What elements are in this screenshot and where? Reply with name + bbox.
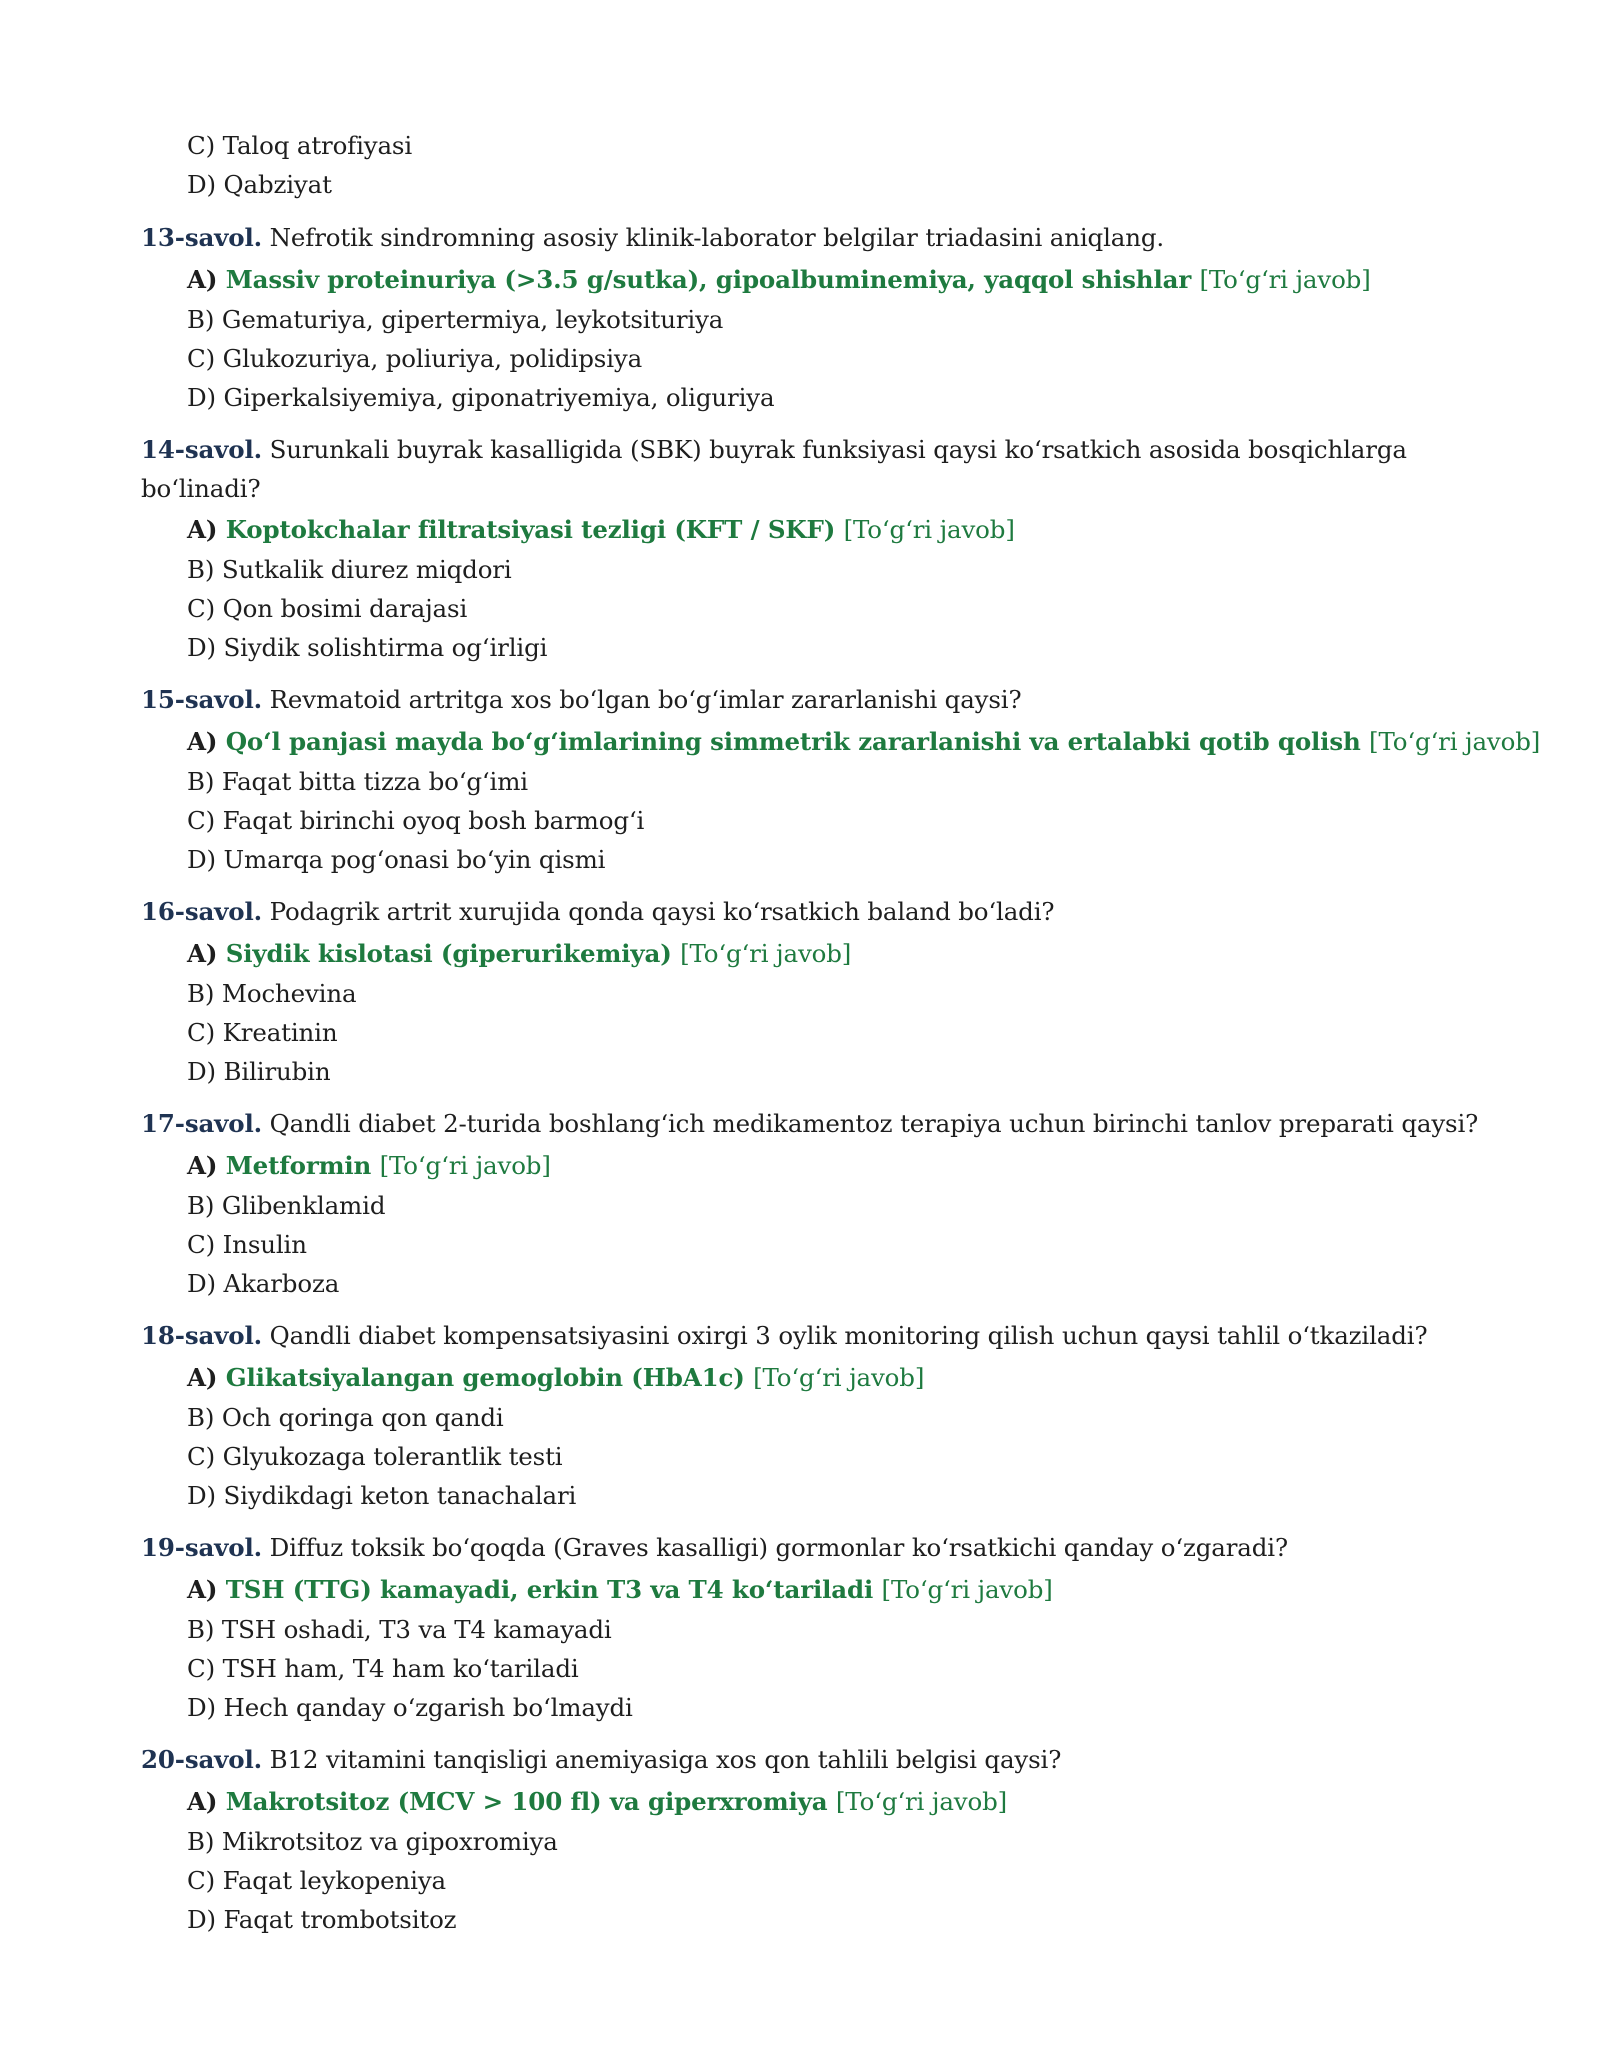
- option-letter: A): [187, 515, 218, 544]
- correct-answer-tag: [To‘g‘ri javob]: [753, 1363, 925, 1392]
- option-letter: A): [187, 727, 218, 756]
- option-text: Akarboza: [223, 1269, 340, 1298]
- option-row: [187, 383, 774, 413]
- question-number: 14-savol.: [141, 435, 262, 464]
- option-row: [187, 1615, 612, 1645]
- option-text: Siydik kislotasi (giperurikemiya): [225, 939, 672, 968]
- question-text: Revmatoid artritga xos bo‘lgan bo‘g‘imlar zararlanishi qaysi?: [269, 685, 1022, 714]
- correct-option: [187, 1151, 551, 1181]
- option-letter: C): [187, 1018, 216, 1047]
- question-number: 18-savol.: [141, 1321, 262, 1350]
- option-letter: A): [187, 1151, 218, 1180]
- option-letter: D): [187, 1057, 216, 1086]
- option-letter: B): [187, 979, 215, 1008]
- option-letter: C): [187, 1230, 216, 1259]
- option-row: [187, 344, 642, 374]
- question-number: 13-savol.: [141, 223, 262, 252]
- question-text: bo‘linadi?: [141, 474, 261, 503]
- question-15: [141, 685, 1021, 715]
- option-text: Massiv proteinuriya (>3.5 g/sutka), gipoalbuminemiya, yaqqol shishlar: [225, 265, 1192, 294]
- option-row: [187, 767, 528, 797]
- correct-option: [187, 1363, 924, 1393]
- question-text: Nefrotik sindromning asosiy klinik-laborator belgilar triadasini aniqlang.: [269, 223, 1165, 252]
- question-number: 15-savol.: [141, 685, 262, 714]
- question-17: [141, 1109, 1478, 1139]
- option-row: [187, 594, 467, 624]
- correct-option: [187, 515, 1015, 545]
- option-row: [187, 555, 512, 585]
- option-row: [187, 806, 644, 836]
- option-row: [187, 979, 356, 1009]
- option-letter: B): [187, 1827, 215, 1856]
- correct-answer-tag: [To‘g‘ri javob]: [379, 1151, 551, 1180]
- correct-answer-tag: [To‘g‘ri javob]: [835, 1787, 1008, 1816]
- question-number: 16-savol.: [141, 897, 262, 926]
- option-text: Faqat birinchi oyoq bosh barmog‘i: [222, 806, 645, 835]
- option-letter: B): [187, 555, 215, 584]
- option-letter: D): [187, 1481, 216, 1510]
- option-row: [187, 1018, 338, 1048]
- question-text: Qandli diabet 2-turida boshlang‘ich medikamentoz terapiya uchun birinchi tanlov preparati qaysi?: [269, 1109, 1479, 1138]
- option-text: Umarqa pog‘onasi bo‘yin qismi: [223, 845, 606, 874]
- question-text-continued: [141, 474, 260, 504]
- option-letter: A): [187, 1575, 218, 1604]
- option-text: Sutkalik diurez miqdori: [221, 555, 512, 584]
- option-text: Gematuriya, gipertermiya, leykotsituriya: [221, 305, 724, 334]
- option-text: Mikrotsitoz va gipoxromiya: [221, 1827, 558, 1856]
- option-letter: D): [187, 170, 216, 199]
- option-letter: D): [187, 383, 216, 412]
- question-14: [141, 435, 1407, 465]
- option-text: TSH (TTG) kamayadi, erkin T3 va T4 ko‘tariladi: [225, 1575, 874, 1604]
- question-number: 17-savol.: [141, 1109, 262, 1138]
- correct-option: [187, 1575, 1053, 1605]
- correct-option: [187, 1787, 1007, 1817]
- correct-option: [187, 939, 851, 969]
- option-row: [187, 1866, 446, 1896]
- option-text: Faqat leykopeniya: [222, 1866, 446, 1895]
- option-text: Giperkalsiyemiya, giponatriyemiya, oliguriya: [223, 383, 775, 412]
- option-text: TSH oshadi, T3 va T4 kamayadi: [221, 1615, 612, 1644]
- question-text: B12 vitamini tanqisligi anemiyasiga xos qon tahlili belgisi qaysi?: [269, 1745, 1062, 1774]
- option-text: Kreatinin: [222, 1018, 338, 1047]
- option-text: Mochevina: [221, 979, 357, 1008]
- option-row: [187, 1191, 385, 1221]
- option-row: [187, 1827, 558, 1857]
- question-13: [141, 223, 1164, 253]
- option-text: Qo‘l panjasi mayda bo‘g‘imlarining simmetrik zararlanishi va ertalabki qotib qolish: [225, 727, 1361, 756]
- option-row: [187, 1230, 307, 1260]
- correct-answer-tag: [To‘g‘ri javob]: [1369, 727, 1541, 756]
- option-letter: A): [187, 1787, 218, 1816]
- option-row: [187, 633, 547, 663]
- option-row: [187, 1654, 579, 1684]
- option-letter: D): [187, 633, 216, 662]
- option-text: Siydikdagi keton tanachalari: [223, 1481, 577, 1510]
- option-letter: C): [187, 806, 216, 835]
- question-text: Podagrik artrit xurujida qonda qaysi ko‘rsatkich baland bo‘ladi?: [269, 897, 1055, 926]
- option-text: Siydik solishtirma og‘irligi: [223, 633, 548, 662]
- option-row: [187, 1481, 576, 1511]
- option-text: Qabziyat: [223, 170, 332, 199]
- question-18: [141, 1321, 1427, 1351]
- option-row: [187, 845, 605, 875]
- option-letter: C): [187, 1654, 216, 1683]
- option-text: Glikatsiyalangan gemoglobin (HbA1c): [225, 1363, 745, 1392]
- option-text: Faqat bitta tizza bo‘g‘imi: [221, 767, 528, 796]
- option-letter: C): [187, 1442, 216, 1471]
- option-row: [187, 131, 412, 161]
- option-row: [187, 1057, 331, 1087]
- option-text: Insulin: [222, 1230, 307, 1259]
- option-letter: B): [187, 1403, 215, 1432]
- option-text: Glibenklamid: [221, 1191, 386, 1220]
- option-row: [187, 1442, 562, 1472]
- option-letter: D): [187, 845, 216, 874]
- option-letter: A): [187, 939, 218, 968]
- correct-answer-tag: [To‘g‘ri javob]: [1199, 265, 1371, 294]
- option-letter: C): [187, 131, 216, 160]
- option-letter: C): [187, 344, 216, 373]
- option-letter: D): [187, 1269, 216, 1298]
- question-text: Diffuz toksik bo‘qoqda (Graves kasalligi) gormonlar ko‘rsatkichi qanday o‘zgaradi?: [269, 1533, 1288, 1562]
- option-text: Koptokchalar filtratsiyasi tezligi (KFT / SKF): [225, 515, 836, 544]
- question-20: [141, 1745, 1061, 1775]
- question-text: Qandli diabet kompensatsiyasini oxirgi 3 oylik monitoring qilish uchun qaysi tahlil o‘tkaziladi?: [269, 1321, 1428, 1350]
- option-row: [187, 1693, 633, 1723]
- correct-option: [187, 265, 1371, 295]
- option-text: Glyukozaga tolerantlik testi: [222, 1442, 563, 1471]
- correct-answer-tag: [To‘g‘ri javob]: [680, 939, 852, 968]
- option-letter: C): [187, 594, 216, 623]
- option-row: [187, 1269, 339, 1299]
- option-row: [187, 1905, 456, 1935]
- option-text: Metformin: [225, 1151, 372, 1180]
- option-text: Bilirubin: [223, 1057, 331, 1086]
- option-text: Och qoringa qon qandi: [221, 1403, 504, 1432]
- option-letter: D): [187, 1905, 216, 1934]
- option-text: Qon bosimi darajasi: [222, 594, 468, 623]
- option-letter: B): [187, 1191, 215, 1220]
- option-row: [187, 1403, 504, 1433]
- option-text: Faqat trombotsitoz: [223, 1905, 457, 1934]
- option-letter: A): [187, 1363, 218, 1392]
- question-16: [141, 897, 1054, 927]
- option-letter: B): [187, 305, 215, 334]
- question-text: Surunkali buyrak kasalligida (SBK) buyrak funksiyasi qaysi ko‘rsatkich asosida bosqichlarga: [269, 435, 1407, 464]
- correct-answer-tag: [To‘g‘ri javob]: [881, 1575, 1053, 1604]
- option-letter: A): [187, 265, 218, 294]
- option-row: [187, 170, 332, 200]
- option-text: Glukozuriya, poliuriya, polidipsiya: [222, 344, 643, 373]
- option-letter: C): [187, 1866, 216, 1895]
- question-number: 20-savol.: [141, 1745, 262, 1774]
- option-text: Taloq atrofiyasi: [222, 131, 413, 160]
- correct-answer-tag: [To‘g‘ri javob]: [843, 515, 1015, 544]
- option-row: [187, 305, 723, 335]
- correct-option: [187, 727, 1540, 757]
- option-letter: B): [187, 1615, 215, 1644]
- option-letter: B): [187, 767, 215, 796]
- option-text: Makrotsitoz (MCV > 100 fl) va giperxromiya: [225, 1787, 828, 1816]
- option-text: Hech qanday o‘zgarish bo‘lmaydi: [223, 1693, 633, 1722]
- option-letter: D): [187, 1693, 216, 1722]
- question-19: [141, 1533, 1288, 1563]
- option-text: TSH ham, T4 ham ko‘tariladi: [222, 1654, 579, 1683]
- question-number: 19-savol.: [141, 1533, 262, 1562]
